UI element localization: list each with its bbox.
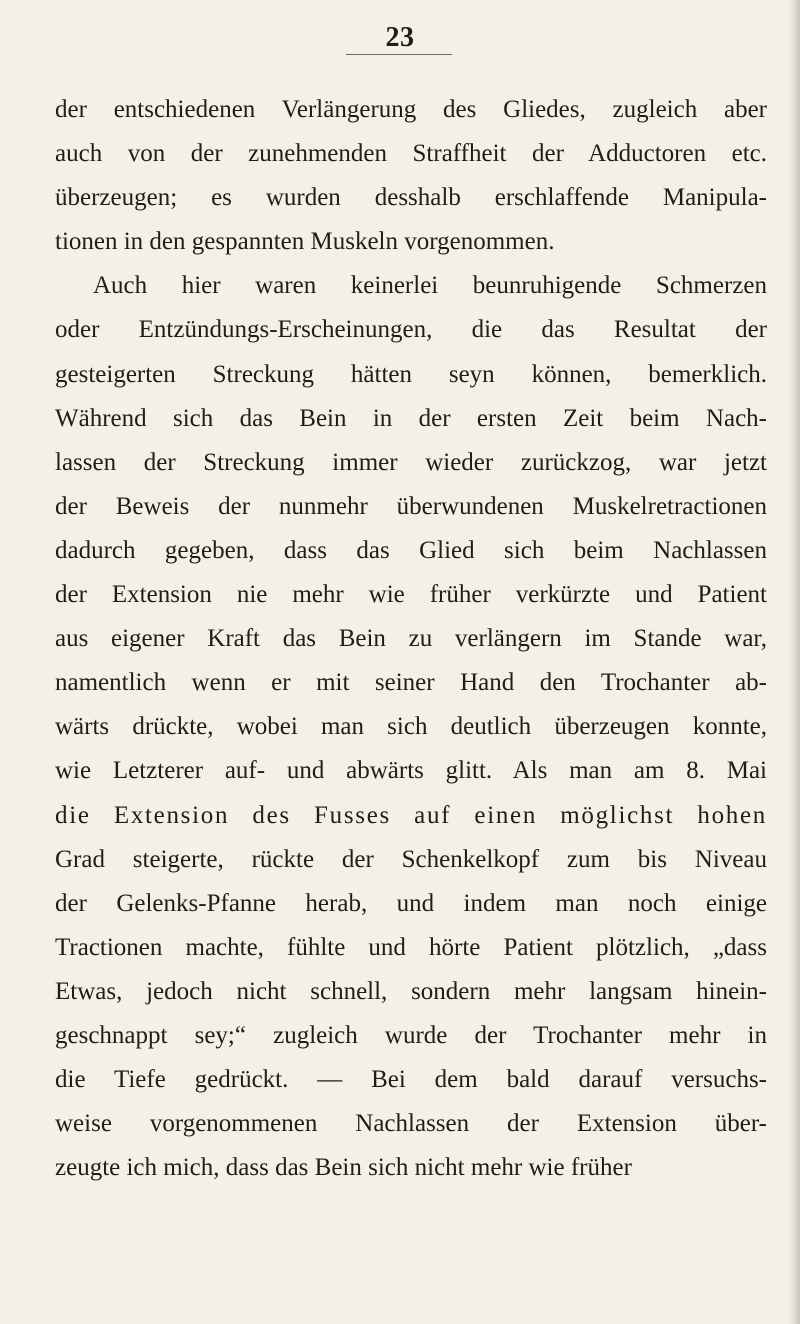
page-number-rule — [346, 54, 452, 55]
text-line: aus eigener Kraft das Bein zu verlängern im Stande war, — [55, 625, 767, 653]
text-line: lassen der Streckung immer wieder zurückzog, war jetzt — [55, 448, 767, 476]
text-line: der entschiedenen Verlängerung des Gliedes, zugleich aber — [55, 96, 767, 123]
text-line: Etwas, jedoch nicht schnell, sondern mehr langsam hinein- — [55, 977, 767, 1005]
text-line: namentlich wenn er mit seiner Hand den Trochanter ab- — [55, 669, 767, 697]
page-edge-shadow — [788, 0, 800, 1324]
text-line: zeugte ich mich, dass das Bein sich nicht mehr wie früher — [55, 1154, 632, 1182]
text-line: auch von der zunehmenden Straffheit der Adductoren etc. — [55, 140, 767, 168]
text-line: Tractionen machte, fühlte und hörte Patient plötzlich, „dass — [55, 933, 767, 961]
text-line: Auch hier waren keinerlei beunruhigende Schmerzen — [93, 272, 767, 300]
text-line: Während sich das Bein in der ersten Zeit beim Nach- — [55, 404, 767, 432]
text-line: wie Letzterer auf- und abwärts glitt. Als man am 8. Mai — [55, 757, 767, 785]
text-line: der Gelenks-Pfanne herab, und indem man noch einige — [55, 889, 767, 917]
text-line: geschnappt sey;“ zugleich wurde der Trochanter mehr in — [55, 1021, 767, 1049]
text-line: Grad steigerte, rückte der Schenkelkopf zum bis Niveau — [55, 845, 767, 873]
body-text — [55, 88, 767, 1190]
page-number: 23 — [385, 22, 415, 53]
text-line: die Tiefe gedrückt. — Bei dem bald darauf versuchs- — [55, 1066, 767, 1094]
text-line: dadurch gegeben, dass das Glied sich beim Nachlassen — [55, 536, 767, 564]
text-line: gesteigerten Streckung hätten seyn können, bemerklich. — [55, 360, 767, 388]
text-line: der Beweis der nunmehr überwundenen Muskelretractionen — [55, 492, 767, 520]
text-line: die Extension des Fusses auf einen möglichst hohen — [55, 801, 767, 829]
text-line: wärts drückte, wobei man sich deutlich überzeugen konnte, — [55, 713, 767, 741]
text-line: oder Entzündungs-Erscheinungen, die das Resultat der — [55, 316, 767, 344]
text-line: weise vorgenommenen Nachlassen der Extension über- — [55, 1110, 767, 1138]
text-line: der Extension nie mehr wie früher verkürzte und Patient — [55, 581, 767, 609]
text-line: überzeugen; es wurden desshalb erschlaffende Manipula- — [55, 184, 767, 212]
text-line: tionen in den gespannten Muskeln vorgenommen. — [55, 228, 555, 256]
